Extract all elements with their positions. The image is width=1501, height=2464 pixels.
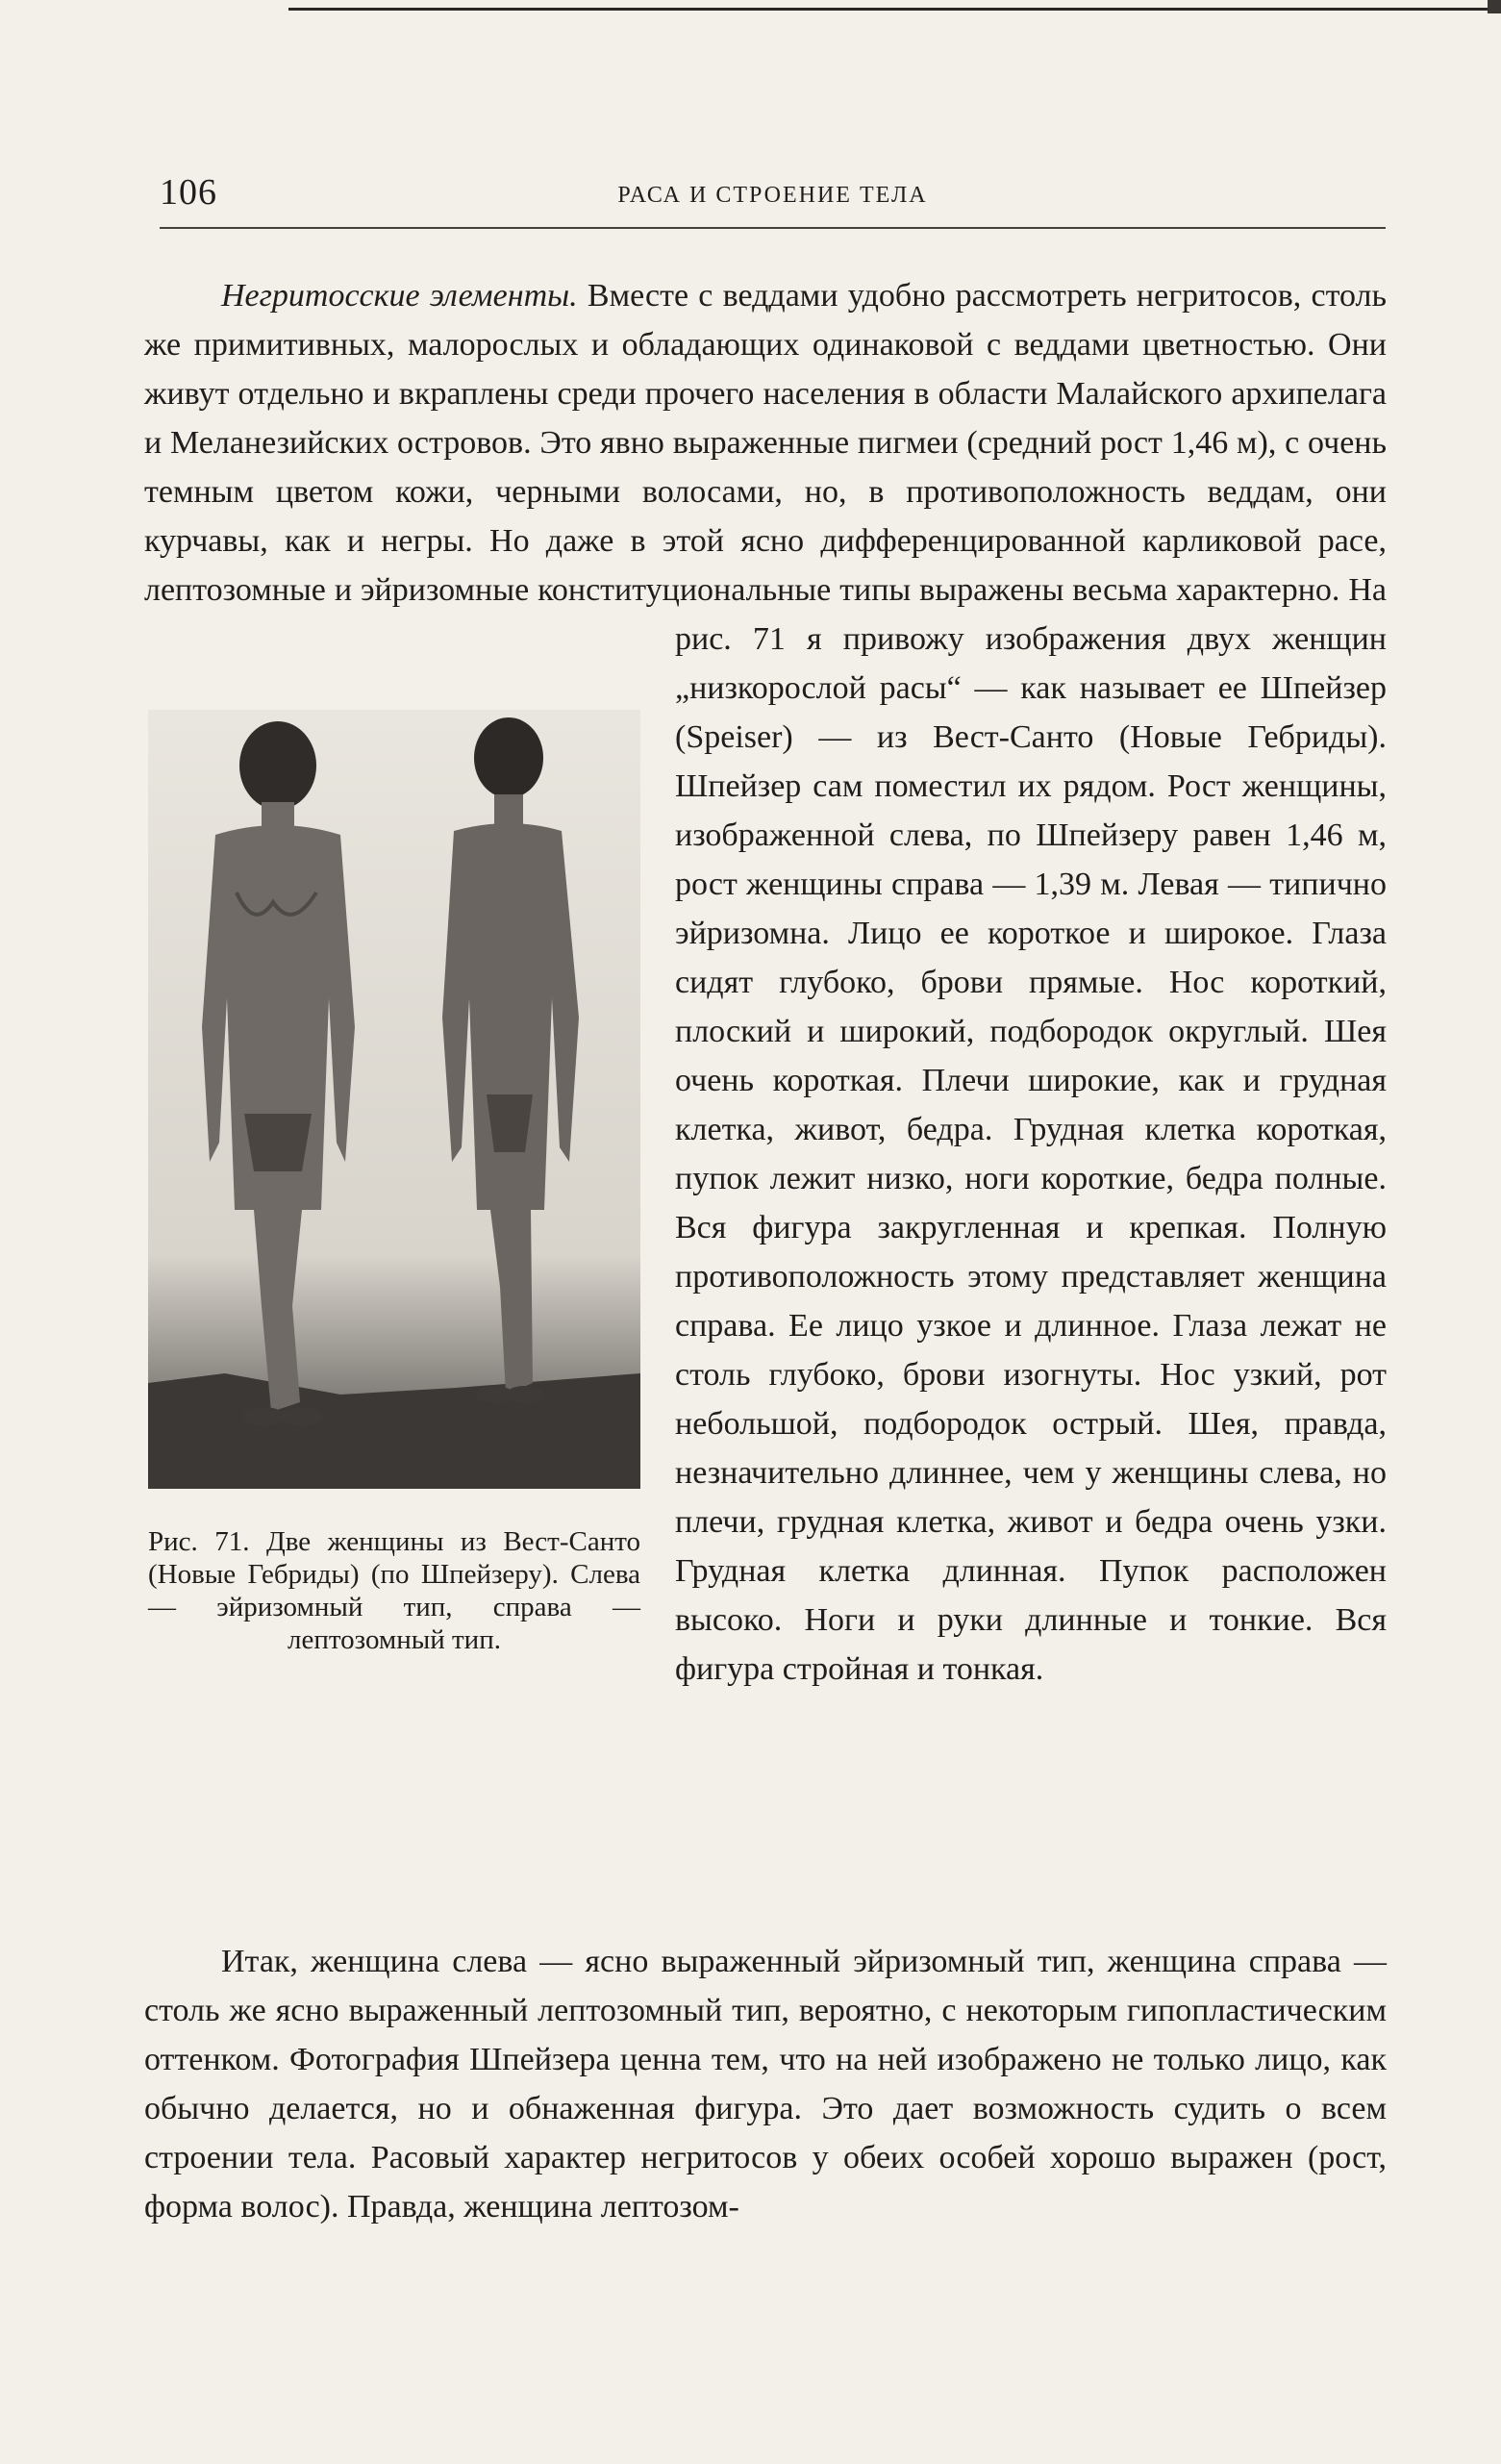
caption-text: Две женщины из Вест-Санто (Новые Гебриды) (по Шпейзеру). Слева — эйризомный тип, справа — лептозомный тип. <box>148 1526 641 1655</box>
corner-mark <box>1488 0 1501 13</box>
paragraph-1-text: Вместе с веддами удобно рассмотреть негритосов, столь же примитивных, малорослых и обладающих одинаковой с веддами цветностью. Они живут отдельно и вкраплены среди прочего населения в области Малайского архипелага и Меланезийских островов. Это явно выраженные пигмеи (средний рост 1,46 м), с очень темным цветом кожи, черными волосами, но, в противоположность веддам, они курчавы, как и негры. Но даже в этой ясно дифференцированной карликовой расе, лептозомные и эйризомные конституциональные типы выражены весьма характерно. На рис. 71 я привожу изображения двух женщин „низкорослой расы“ — как называет ее Шпейзер (Speiser) — из Вест-Санто (Новые Гебриды). Шпейзер сам поместил их рядом. Рост женщины, изображенной слева, по Шпейзеру равен 1,46 м, рост женщины справа — 1,39 м. Левая — типично эйризомна. Лицо ее короткое и широкое. Глаза сидят глубоко, брови прямые. Нос короткий, плоский и широкий, подбородок округлый. Шея очень короткая. Плечи широкие, как и грудная клетка, живот, бедра. Грудная клетка короткая, пупок лежит низко, ноги короткие, бедра полные. Вся фигура закругленная и крепкая. Полную противоположность этому представляет женщина справа. Ее лицо узкое и длинное. Глаза лежат не столь глубоко, брови изогнуты. Нос узкий, рот небольшой, подбородок острый. Шея, правда, незначительно длиннее, чем у женщины слева, но плечи, грудная клетка, живот и бедра очень узки. Грудная клетка длинная. Пупок расположен высоко. Ноги и руки длинные и тонкие. Вся фигура стройная и тонкая. <box>144 278 1388 1687</box>
page-header <box>160 171 1386 221</box>
photo-two-women <box>148 710 640 1489</box>
header-rule <box>160 227 1386 229</box>
page-number: 106 <box>160 172 217 213</box>
running-head: РАСА И СТРОЕНИЕ ТЕЛА <box>617 183 928 208</box>
figure-71 <box>148 710 640 1656</box>
paragraph-2 <box>144 1937 1387 2231</box>
top-edge-rule <box>288 8 1501 11</box>
section-lead: Негритосские элементы. <box>221 278 578 314</box>
caption-label: Рис. 71. <box>148 1526 250 1557</box>
figure-caption <box>148 1525 640 1656</box>
paragraph-2-text: Итак, женщина слева — ясно выраженный эйризомный тип, женщина справа — столь же ясно выраженный лептозомный тип, вероятно, с некоторым гипопластическим оттенком. Фотография Шпейзера ценна тем, что на ней изображено не только лицо, как обычно делается, но и обнаженная фигура. Это дает возможность судить о всем строении тела. Расовый характер негритосов у обеих особей хорошо выражен (рост, форма волос). Правда, женщина лептозом- <box>144 1944 1387 2225</box>
